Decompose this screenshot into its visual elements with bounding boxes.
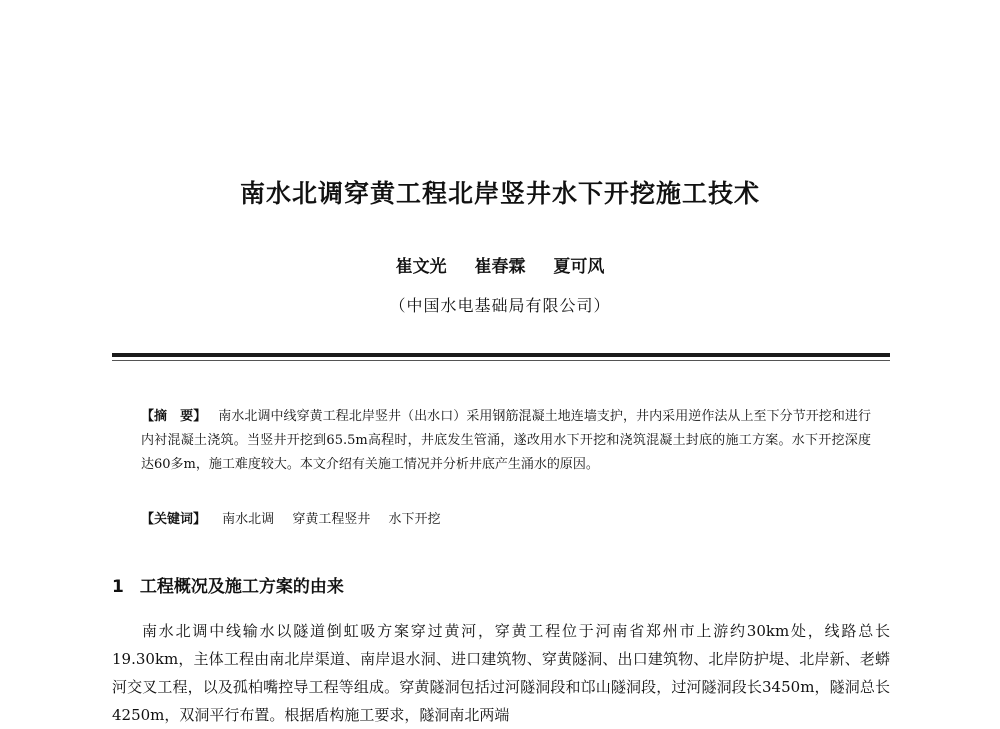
keyword: 南水北调 xyxy=(222,512,275,527)
keywords-label: 【关键词】 xyxy=(141,512,207,527)
affiliation: （中国水电基础局有限公司） xyxy=(389,296,611,315)
abstract-text: 南水北调中线穿黄工程北岸竖井（出水口）采用钢筋混凝土地连墙支护，井内采用逆作法从上至下分节开挖和进行内衬混凝土浇筑。当竖井开挖到65.5m高程时，井底发生管涌，遂改用水下开挖和浇筑混凝土封底的施工方案。水下开挖深度达60多m，施工难度较大。本文介绍有关施工情况并分析井底产生涌水的原因。 xyxy=(141,409,871,472)
header-divider-thick xyxy=(112,353,890,357)
author-name: 夏可风 xyxy=(553,257,605,277)
section-number: 1 xyxy=(112,577,124,597)
author-name: 崔春霖 xyxy=(474,257,526,277)
keyword: 水下开挖 xyxy=(388,512,441,527)
abstract xyxy=(141,405,871,477)
header-divider-thin xyxy=(112,360,890,361)
author-name: 崔文光 xyxy=(395,257,447,277)
section-heading xyxy=(112,572,344,597)
section-title: 工程概况及施工方案的由来 xyxy=(139,577,344,597)
paper-title: 南水北调穿黄工程北岸竖井水下开挖施工技术 xyxy=(239,179,760,208)
author-list xyxy=(0,252,1000,277)
abstract-label: 【摘 要】 xyxy=(141,409,207,424)
body-paragraph: 南水北调中线输水以隧道倒虹吸方案穿过黄河，穿黄工程位于河南省郑州市上游约30km处，线路总长19.30km，主体工程由南北岸渠道、南岸退水洞、进口建筑物、穿黄隧洞、出口建筑物、北岸防护堤、北岸新、老蟒河交叉工程，以及孤柏嘴控导工程等组成。穿黄隧洞包括过河隧洞段和邙山隧洞段，过河隧洞段长3450m，隧洞总长4250m，双洞平行布置。根据盾构施工要求，隧洞南北两端 xyxy=(112,622,890,724)
keyword: 穿黄工程竖井 xyxy=(292,512,371,527)
keywords xyxy=(141,508,871,532)
